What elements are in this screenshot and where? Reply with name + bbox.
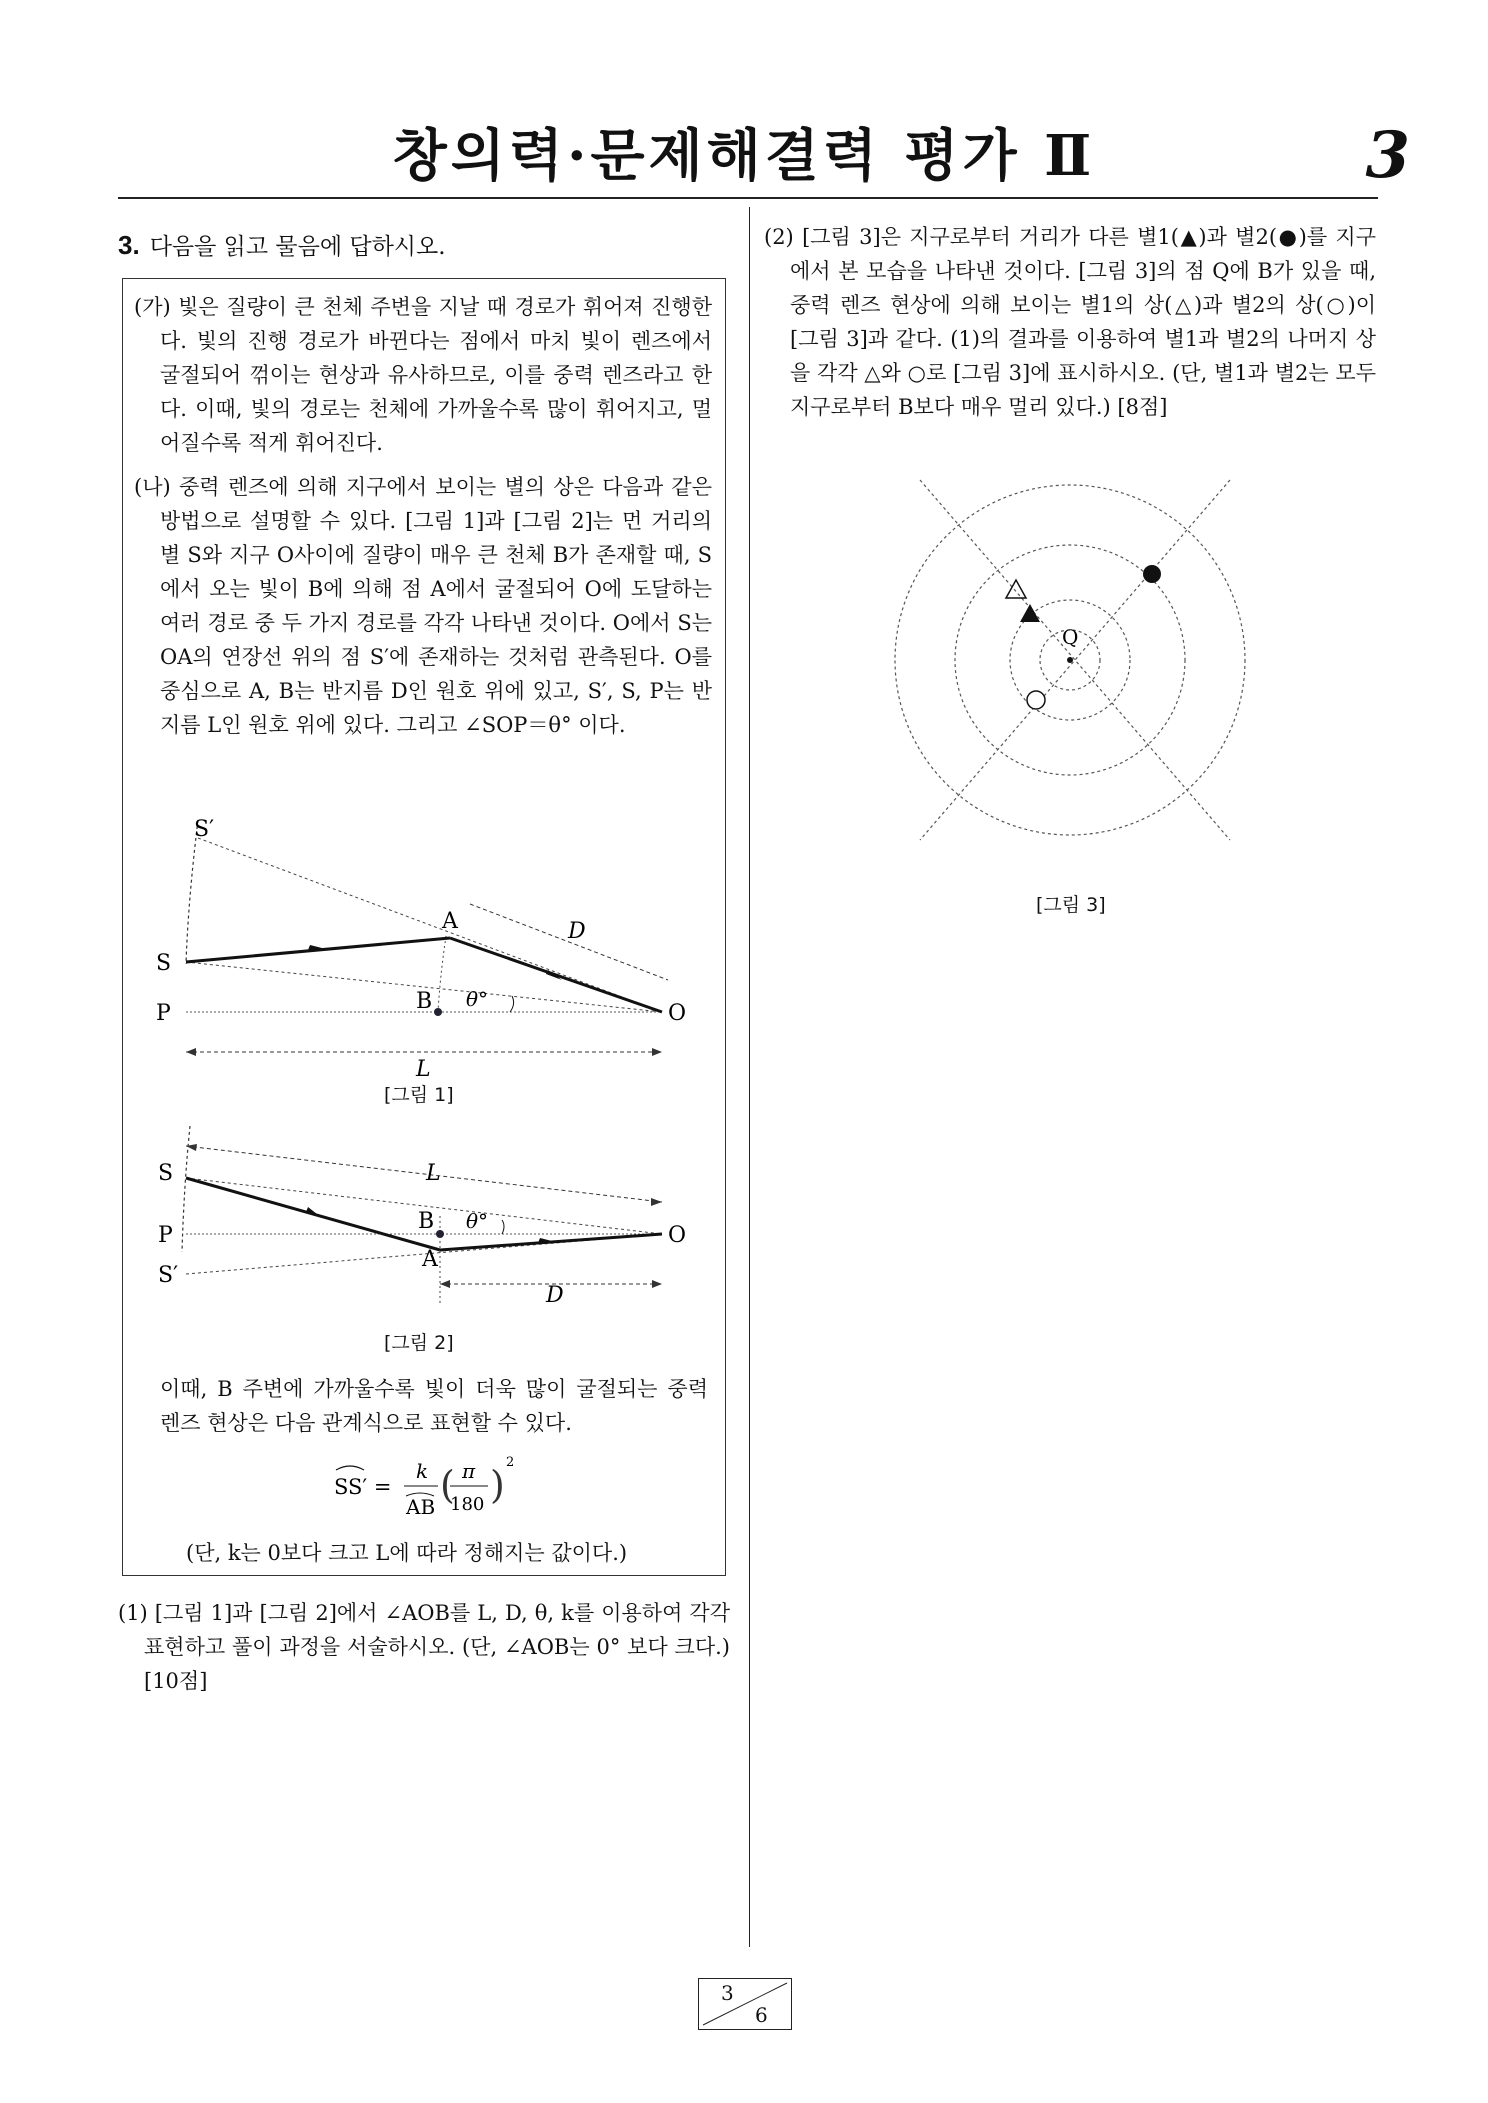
formula-num: k [416,1459,429,1483]
figure-1-caption: [그림 1] [384,1084,454,1106]
subquestion-1-text: (1) [그림 1]과 [그림 2]에서 ∠AOB를 L, D, θ, k를 이용하여 각각 표현하고 풀이 과정을 서술하시오. (단, ∠AOB는 0° 보다 크다.) [10점] [118,1601,730,1693]
star1-marker [1020,604,1040,622]
question-number: 3. [118,230,140,260]
formula-exp: 2 [506,1455,515,1470]
theta-arc [510,996,514,1012]
formula-180: 180 [450,1494,485,1515]
ray-s-a [186,938,450,962]
star1-image [1006,580,1026,598]
figure-1 [150,812,700,1092]
label-D: D [568,919,586,944]
label-O: O [668,1223,687,1248]
label-Q: Q [1062,625,1079,649]
question-prompt: 다음을 읽고 물음에 답하시오. [149,234,446,260]
passage-ga [134,290,712,460]
footer-page: 3 [721,1981,734,2005]
figure-3-caption: [그림 3] [1036,894,1106,916]
label-L: L [416,1057,431,1082]
relation-formula [330,1452,530,1522]
point-B [436,1230,444,1238]
label-A: A [422,1247,438,1272]
column-divider [749,207,750,1947]
formula-note-text: (단, k는 0보다 크고 L에 따라 정해지는 값이다.) [186,1541,628,1565]
page-title: 창의력·문제해결력 평가 Ⅱ [392,123,1096,189]
label-theta: θ° [466,987,489,1011]
label-S-prime: S′ [194,817,215,842]
label-theta: θ° [466,1209,489,1233]
header-rule [118,197,1378,199]
dim-L [186,1146,662,1202]
figure-2 [150,1124,700,1324]
star2-marker [1143,565,1161,583]
point-B [434,1008,442,1016]
label-O: O [668,1001,687,1026]
label-S-prime: S′ [158,1263,179,1288]
figure-3 [860,470,1280,870]
svg-text:(: ( [440,1463,455,1507]
passage-after-text: 이때, B 주변에 가까울수록 빛이 더욱 많이 굴절되는 중력 렌즈 현상은 다음 관계식으로 표현할 수 있다. [160,1377,708,1435]
subquestion-2 [764,220,1376,424]
formula-pi: π [462,1459,476,1483]
passage-after [160,1372,708,1440]
label-S: S [158,1161,174,1186]
arc-L [182,1126,190,1252]
arc-D [438,936,446,1012]
passage-na [134,470,712,742]
formula-lhs: SS′ = [334,1475,392,1499]
figure-2-caption: [그림 2] [384,1332,454,1354]
label-L: L [426,1161,441,1186]
passage-na-text: (나) 중력 렌즈에 의해 지구에서 보이는 별의 상은 다음과 같은 방법으로 설명할 수 있다. [그림 1]과 [그림 2]는 먼 거리의 별 S와 지구 O사이에 질량이 매우 큰 천체 B가 존재할 때, S에서 오는 빛이 B에 의해 점 A에서 굴절되어 O에 도달하는 여러 경로 중 두 가지 경로를 각각 나타낸 것이다. O에서 S는 OA의 연장선 위의 점 S′에 존재하는 것처럼 관측된다. O를 중심으로 A, B는 반지름 D인 원호 위에 있고, S′, S, P는 반지름 L인 원호 위에 있다. 그리고 ∠SOP＝θ° 이다. [134,475,712,737]
label-B: B [418,1209,435,1234]
subquestion-2-text: (2) [그림 3]은 지구로부터 거리가 다른 별1(▲)과 별2(●)를 지구에서 본 모습을 나타낸 것이다. [그림 3]의 점 Q에 B가 있을 때, 중력 렌즈 현상에 의해 보이는 별1의 상(△)과 별2의 상(○)이 [그림 3]과 같다. (1)의 결과를 이용하여 별1과 별2의 나머지 상을 각각 △와 ○로 [그림 3]에 표시하시오. (단, 별1과 별2는 모두 지구로부터 B보다 매우 멀리 있다.) [8점] [764,225,1376,419]
label-A: A [442,909,458,934]
label-B: B [416,989,433,1014]
subquestion-1 [118,1596,730,1698]
label-D: D [546,1283,564,1308]
formula-den: AB [406,1495,436,1519]
footer-total: 6 [755,2003,768,2027]
point-Q [1067,657,1073,663]
page-marker: 3 [1365,118,1410,193]
label-S: S [156,951,172,976]
formula-note [186,1536,706,1570]
star2-image [1027,691,1045,709]
line-sprime-o [198,838,662,1012]
question-header [118,228,446,261]
page-footer [698,1978,792,2030]
svg-text:): ) [490,1463,505,1507]
label-P: P [156,1001,171,1026]
passage-ga-text: (가) 빛은 질량이 큰 천체 주변을 지날 때 경로가 휘어져 진행한다. 빛의 진행 경로가 바뀐다는 점에서 마치 빛이 렌즈에서 굴절되어 꺾이는 현상과 유사하므로, 이를 중력 렌즈라고 한다. 이때, 빛의 경로는 천체에 가까울수록 많이 휘어지고, 멀어질수록 적게 휘어진다. [134,295,712,455]
label-P: P [158,1223,173,1248]
